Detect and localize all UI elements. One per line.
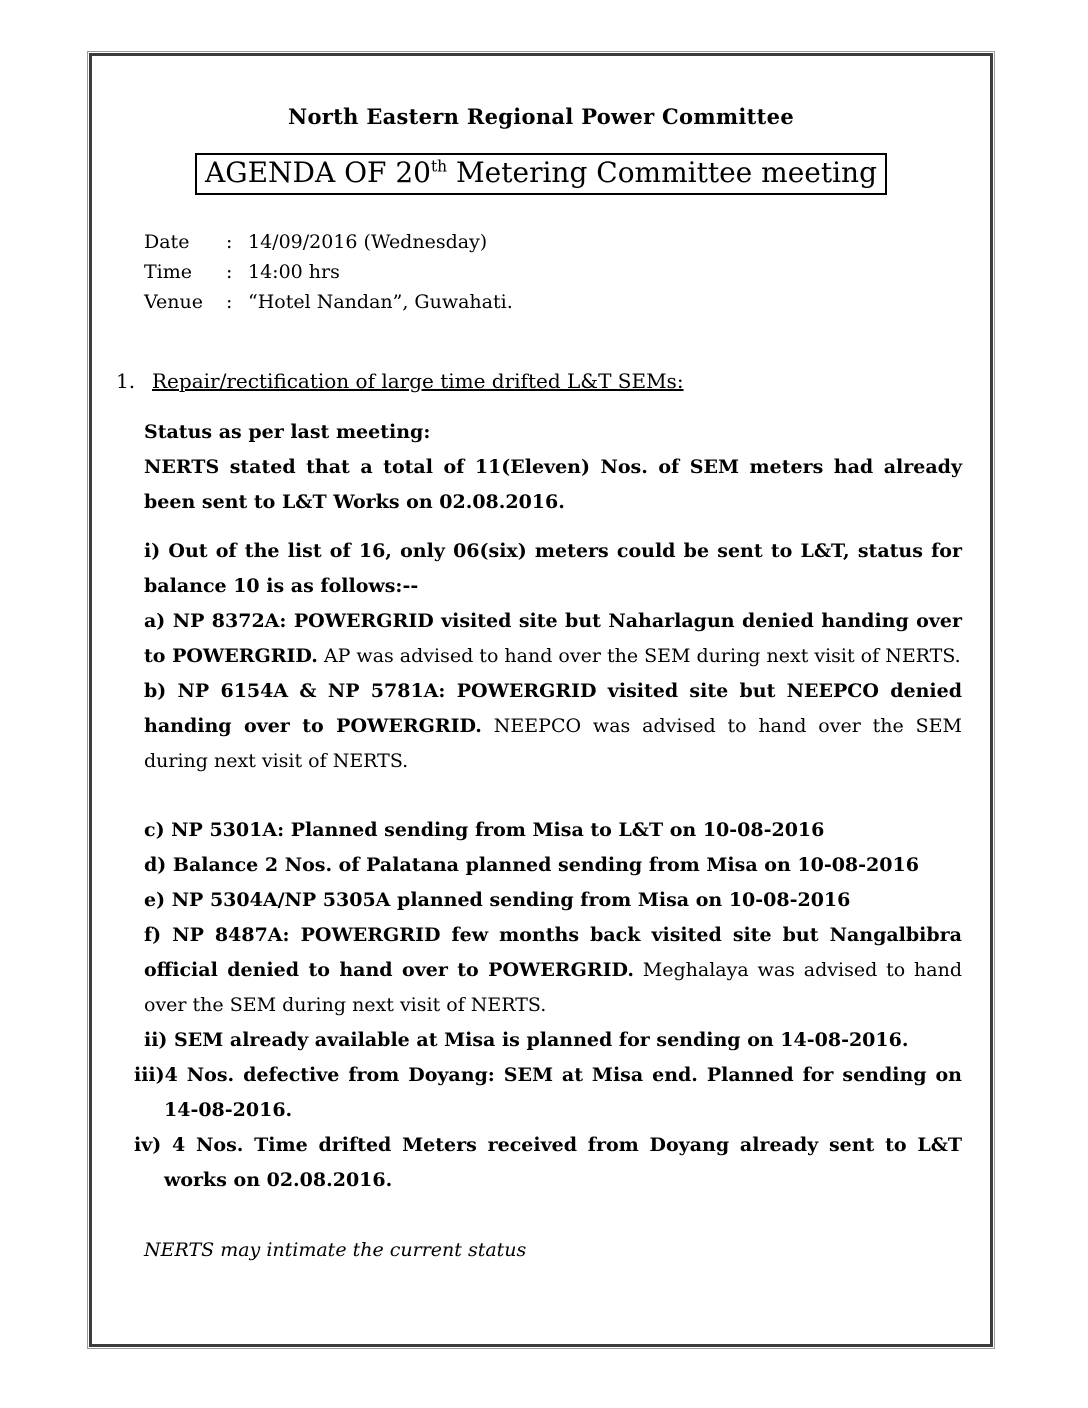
list-item-f-rest: Meghalaya was advised to hand over the SEM during next visit of NERTS. bbox=[144, 958, 962, 1016]
list-item-a-rest: AP was advised to hand over the SEM during next visit of NERTS. bbox=[317, 644, 961, 667]
section-1-title: Repair/rectification of large time drifted L&T SEMs: bbox=[152, 368, 684, 393]
date-value: 14/09/2016 (Wednesday) bbox=[248, 230, 488, 253]
nerts-status-paragraph: NERTS stated that a total of 11(Eleven) Nos. of SEM meters had already been sent to L&T Works on 02.08.2016. bbox=[144, 455, 962, 513]
time-separator: : bbox=[226, 260, 233, 283]
meeting-meta bbox=[144, 227, 962, 317]
list-item-b-bold: b) NP 6154A & NP 5781A: POWERGRID visited site but NEEPCO denied handing over to POWERGRID. bbox=[144, 679, 962, 737]
time-label: Time bbox=[144, 260, 193, 283]
organization-title: North Eastern Regional Power Committee bbox=[287, 104, 795, 129]
agenda-title-container bbox=[92, 153, 990, 195]
agenda-title-ordinal-suffix: th bbox=[431, 157, 448, 176]
section-1-body bbox=[134, 415, 962, 1268]
section-1-number: 1. bbox=[116, 368, 136, 393]
nerts-note: NERTS may intimate the current status bbox=[144, 1238, 527, 1261]
venue-value: “Hotel Nandan”, Guwahati. bbox=[248, 290, 513, 313]
venue-separator: : bbox=[226, 290, 233, 313]
agenda-title-suffix: Metering Committee meeting bbox=[447, 156, 878, 189]
list-item-f-bold: f) NP 8487A: POWERGRID few months back visited site but Nangalbibra official denied to hand over to POWERGRID. bbox=[144, 923, 962, 981]
meta-row-date bbox=[144, 227, 962, 257]
list-item-iii: iii)4 Nos. defective from Doyang: SEM at Misa end. Planned for sending on 14-08-2016. bbox=[134, 1063, 962, 1121]
venue-label: Venue bbox=[144, 290, 203, 313]
list-item-a-bold: a) NP 8372A: POWERGRID visited site but Naharlagun denied handing over to POWERGRID. bbox=[144, 609, 962, 667]
agenda-title-prefix: AGENDA OF 20 bbox=[204, 156, 431, 189]
list-item-a bbox=[144, 604, 962, 674]
section-1-heading bbox=[116, 369, 962, 393]
list-item-i: i) Out of the list of 16, only 06(six) meters could be sent to L&T, status for balance 10 is as follows:-- bbox=[144, 539, 962, 597]
list-item-iv: iv) 4 Nos. Time drifted Meters received from Doyang already sent to L&T works on 02.08.2016. bbox=[134, 1133, 962, 1191]
time-value: 14:00 hrs bbox=[248, 260, 340, 283]
list-item-e: e) NP 5304A/NP 5305A planned sending from Misa on 10-08-2016 bbox=[144, 888, 851, 911]
list-item-c: c) NP 5301A: Planned sending from Misa to L&T on 10-08-2016 bbox=[144, 818, 825, 841]
status-label: Status as per last meeting: bbox=[144, 420, 431, 443]
meta-row-venue bbox=[144, 287, 962, 317]
date-separator: : bbox=[226, 230, 233, 253]
list-item-b bbox=[144, 674, 962, 779]
meta-row-time bbox=[144, 257, 962, 287]
list-item-ii: ii) SEM already available at Misa is planned for sending on 14-08-2016. bbox=[144, 1028, 909, 1051]
agenda-title-box bbox=[195, 153, 887, 195]
document-page bbox=[89, 53, 993, 1347]
document-page-border bbox=[87, 51, 995, 1349]
date-label: Date bbox=[144, 230, 190, 253]
list-item-d: d) Balance 2 Nos. of Palatana planned sending from Misa on 10-08-2016 bbox=[144, 853, 919, 876]
list-item-f bbox=[144, 918, 962, 1023]
list-item-b-rest: NEEPCO was advised to hand over the SEM during next visit of NERTS. bbox=[144, 714, 962, 772]
